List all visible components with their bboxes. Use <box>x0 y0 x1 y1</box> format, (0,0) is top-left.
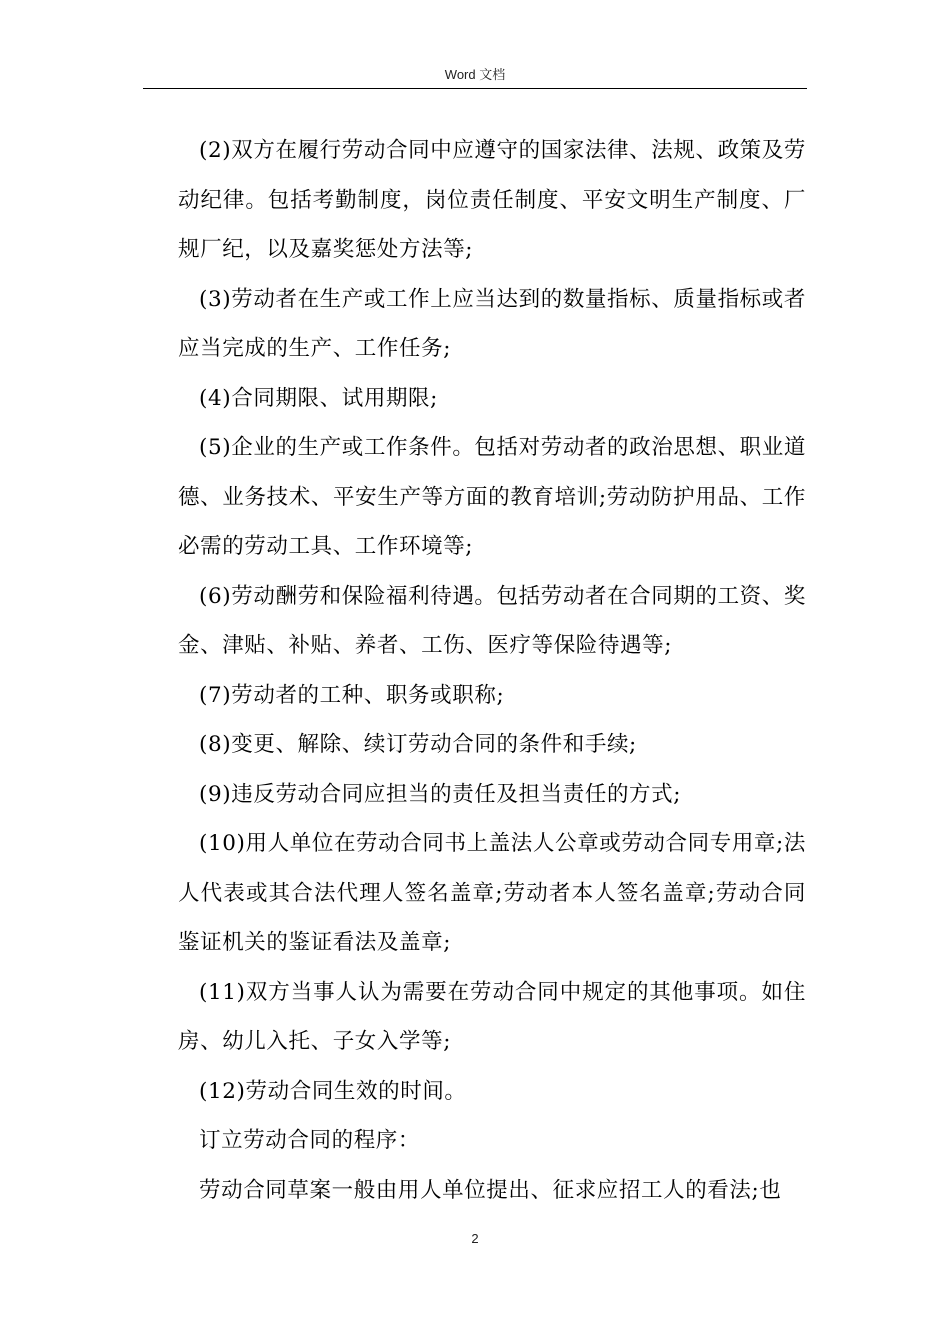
page-number: 2 <box>471 1231 479 1246</box>
document-body <box>178 126 806 1215</box>
paragraph-item-12: (12)劳动合同生效的时间。 <box>199 1078 467 1104</box>
paragraph-item-8: (8)变更、解除、续订劳动合同的条件和手续; <box>199 732 637 757</box>
paragraph-item-3: (3)劳动者在生产或工作上应当达到的数量指标、质量指标或者应当完成的生产、工作任务; <box>178 286 806 361</box>
page-header-title: Word 文档 <box>444 67 506 82</box>
paragraph-item-5: (5)企业的生产或工作条件。包括对劳动者的政治思想、职业道德、业务技术、平安生产等方面的教育培训;劳动防护用品、工作必需的劳动工具、工作环境等; <box>178 435 806 559</box>
header-divider <box>143 88 807 89</box>
paragraph-item-11: (11)双方当事人认为需要在劳动合同中规定的其他事项。如住房、幼儿入托、子女入学等; <box>178 979 806 1054</box>
paragraph-item-4: (4)合同期限、试用期限; <box>199 385 438 411</box>
paragraph-item-6: (6)劳动酬劳和保险福利待遇。包括劳动者在合同期的工资、奖金、津贴、补贴、养者、工伤、医疗等保险待遇等; <box>178 583 806 658</box>
paragraph-item-2: (2)双方在履行劳动合同中应遵守的国家法律、法规、政策及劳动纪律。包括考勤制度，岗位责任制度、平安文明生产制度、厂规厂纪，以及嘉奖惩处方法等; <box>178 138 806 262</box>
paragraph-procedure-text: 劳动合同草案一般由用人单位提出、征求应招工人的看法;也 <box>199 1177 782 1203</box>
paragraph-item-10: (10)用人单位在劳动合同书上盖法人公章或劳动合同专用章;法人代表或其合法代理人签名盖章;劳动者本人签名盖章;劳动合同鉴证机关的鉴证看法及盖章; <box>178 831 806 955</box>
paragraph-item-9: (9)违反劳动合同应担当的责任及担当责任的方式; <box>199 781 682 807</box>
paragraph-item-7: (7)劳动者的工种、职务或职称; <box>199 682 505 708</box>
section-heading-procedure: 订立劳动合同的程序： <box>199 1128 421 1153</box>
